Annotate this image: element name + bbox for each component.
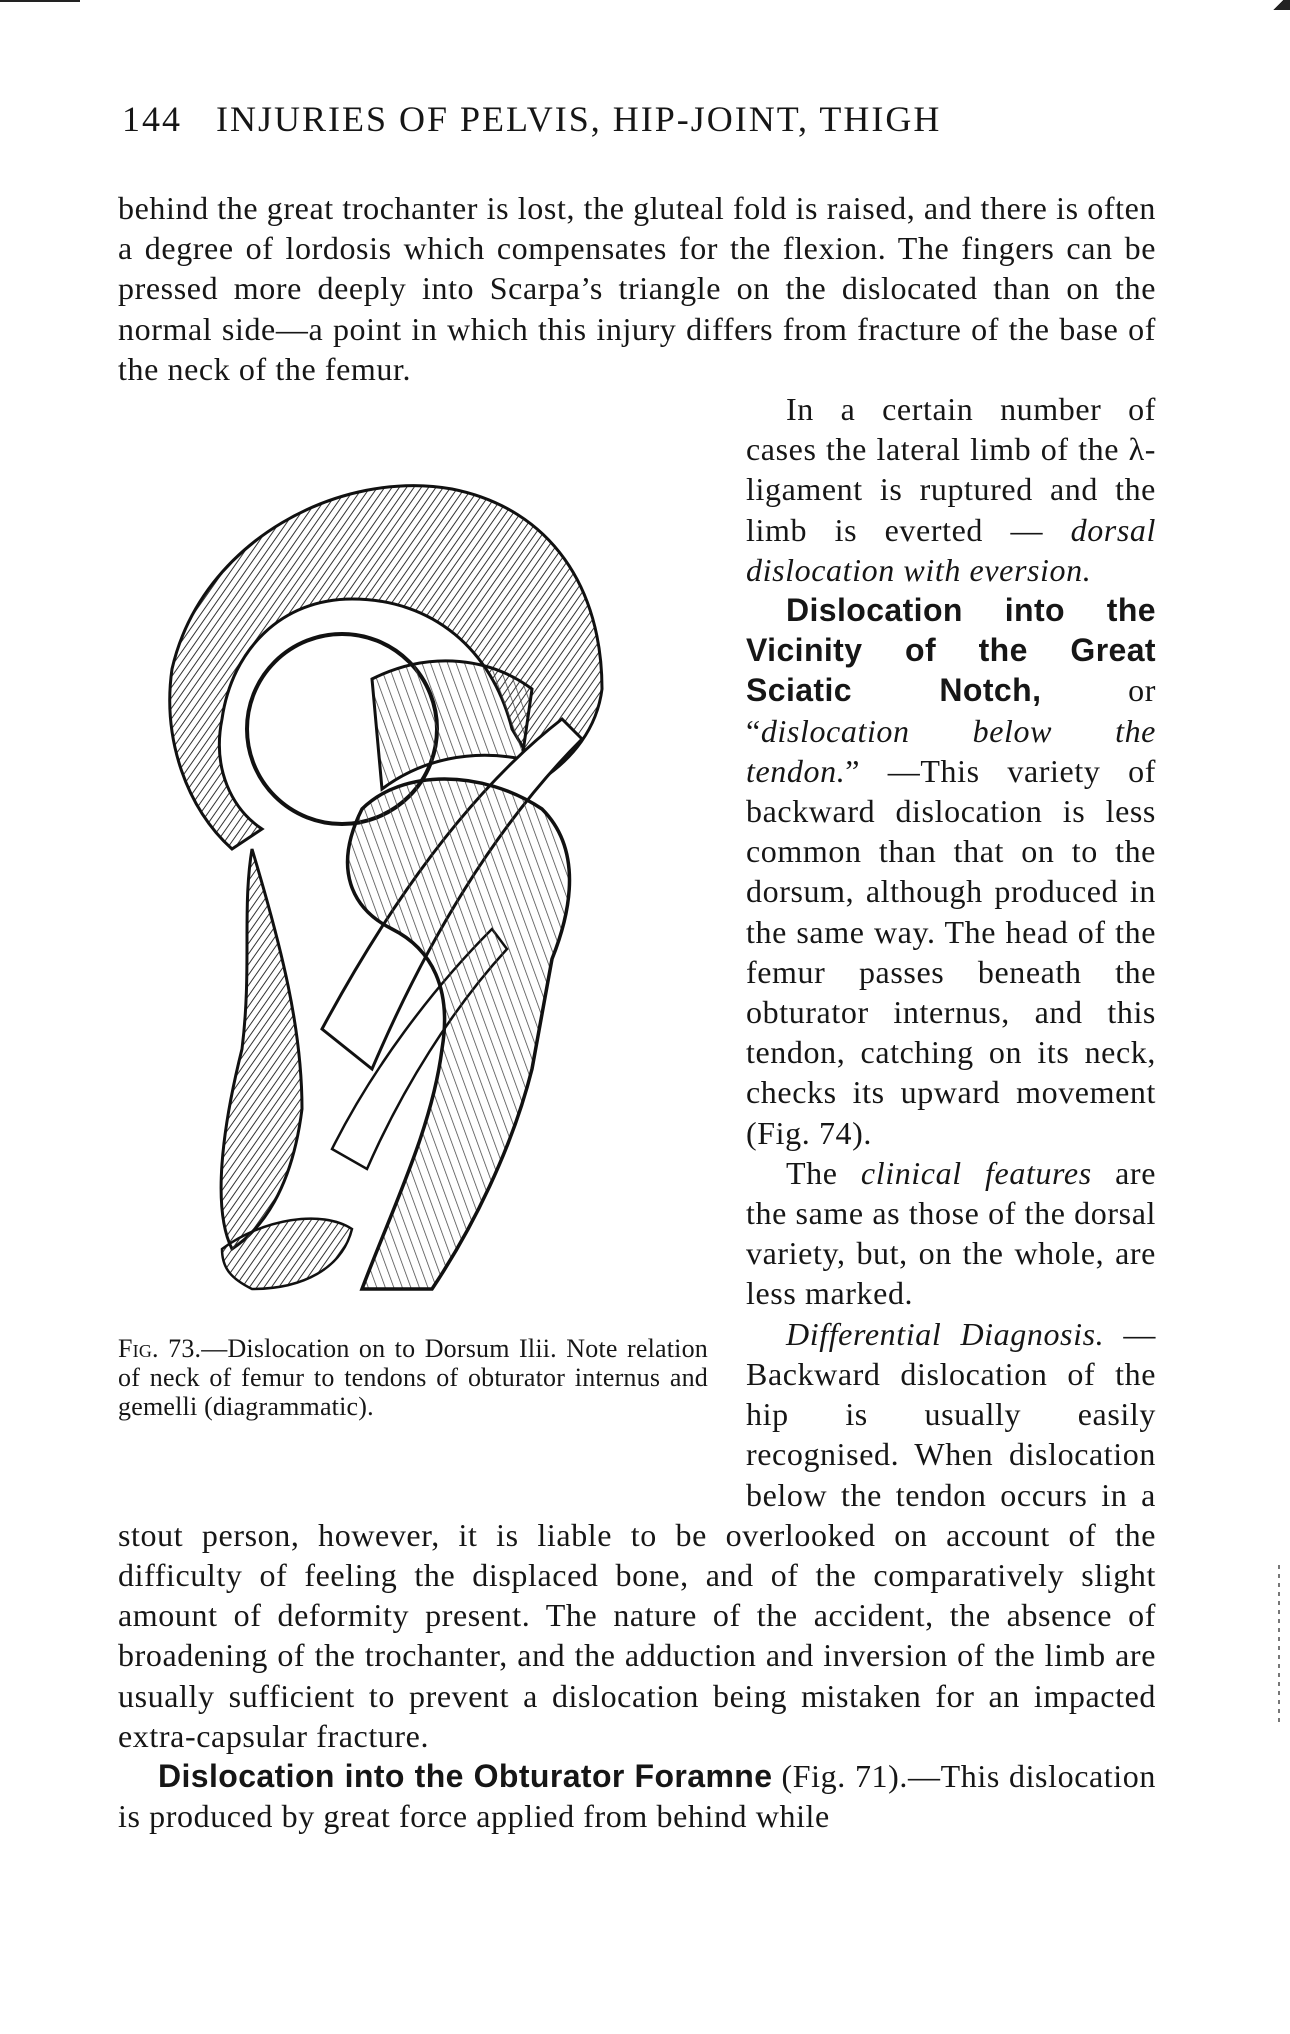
page-number: 144 <box>122 99 182 139</box>
scan-margin-marks <box>1278 1565 1280 1725</box>
section-heading-obturator: Dislocation into the Obturator Foramne <box>158 1757 773 1794</box>
page-body <box>118 188 1156 1836</box>
paragraph-3-text: ” —This variety of backward dislocation is less common than that on to the dorsum, although produced in the same way. The head of the femur passes beneath the obturator internus, and this tendon, catching on its neck, checks its upward movement (Fig. 74). <box>746 752 1156 1151</box>
figure-caption-text: —Dislocation on to Dorsum Ilii. Note relation of neck of femur to tendons of obturator internus and gemelli (diagrammatic). <box>118 1334 708 1422</box>
ischium <box>221 849 302 1249</box>
paragraph-4-start: The <box>786 1154 861 1191</box>
femur-dislocation-illustration <box>132 429 702 1309</box>
running-title: INJURIES OF PELVIS, HIP-JOINT, THIGH <box>216 99 942 139</box>
paragraph-2-text: In a certain number of cases the lateral limb of the λ-ligament is ruptured and the limb is everted — <box>746 391 1156 548</box>
paragraph-3-or: or “ <box>746 672 1156 749</box>
figure-caption <box>118 1334 708 1421</box>
section-heading-sciatic-notch: Dislocation into the Vicinity of the Great Sciatic Notch, <box>746 592 1156 709</box>
paragraph-4-italic: clinical features <box>860 1154 1092 1191</box>
paragraph-6-text: (Fig. 71).—This dislocation is produced by great force applied from behind while <box>118 1757 1156 1835</box>
figure-label: Fig. 73. <box>118 1334 202 1364</box>
scan-edge-rule <box>0 0 80 2</box>
paragraph-4-end: are the same as those of the dorsal variety, but, on the whole, are less marked. <box>746 1154 1156 1312</box>
paragraph-1: behind the great trochanter is lost, the gluteal fold is raised, and there is often a degree of lordosis which compensates for the flexion. The fingers can be pressed more deeply into Scarpa’s triangle on the dislocated than on the normal side—a point in which this injury differs from fracture of the base of the neck of the femur. <box>118 190 1156 387</box>
figure-73 <box>118 389 718 1490</box>
paragraph-5-text: —Backward dislocation of the hip is usually easily recognised. When dislocation below the tendon occurs in a stout person, however, it is liable to be overlooked on account of the difficulty of feeling the displaced bone, and of the comparatively slight amount of deformity present. The nature of the accident, the absence of broadening of the trochanter, and the adduction and inversion of the limb are usually sufficient to prevent a dislocation being mistaken for an impacted extra-capsular fracture. <box>118 1315 1156 1754</box>
paragraph-5-italic: Differential Diagnosis. <box>786 1315 1105 1352</box>
scan-corner-mark <box>1272 0 1290 10</box>
paragraph-3-italic: dislocation below the tendon. <box>746 712 1156 789</box>
running-header <box>122 98 1172 140</box>
paragraph-6 <box>118 1756 1156 1836</box>
paragraph-2-italic: dorsal dislocation with eversion. <box>746 511 1156 588</box>
